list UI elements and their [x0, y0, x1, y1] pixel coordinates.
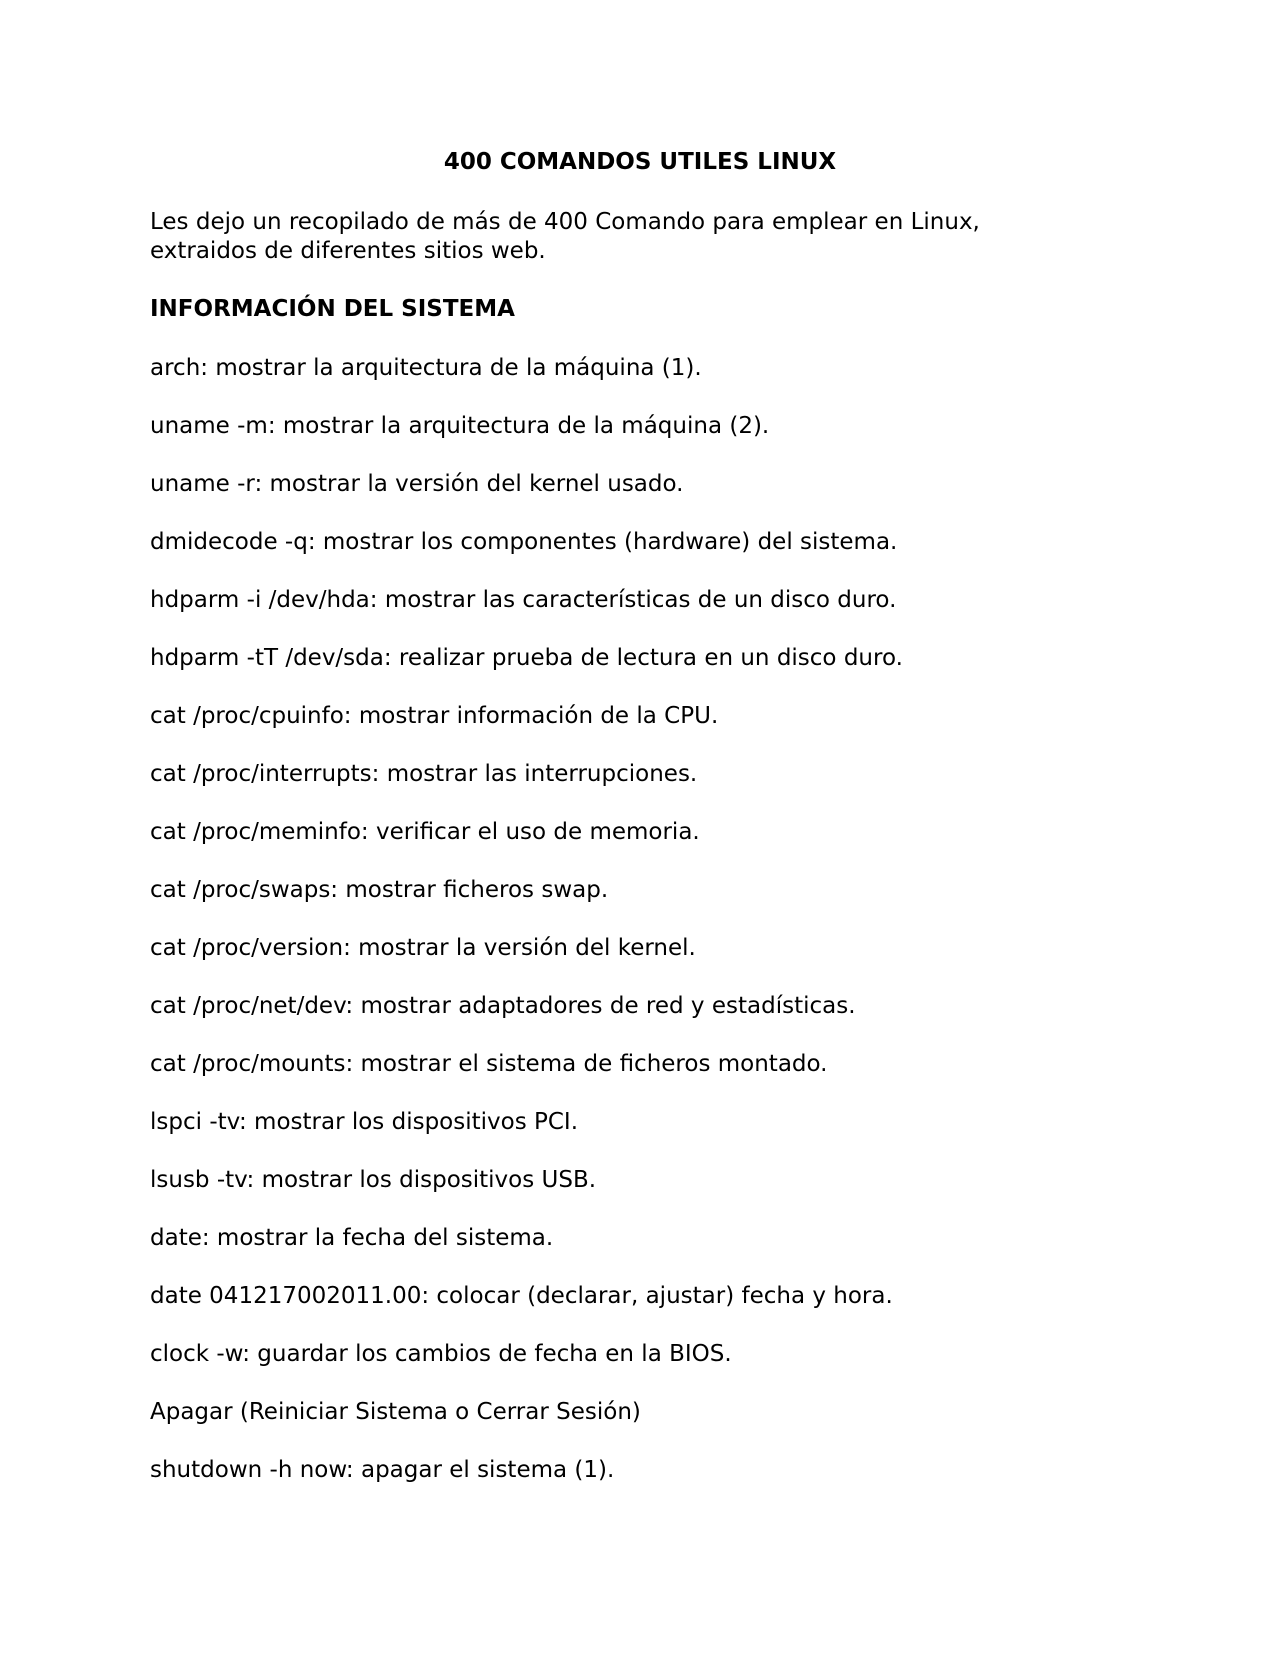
command-line: lspci -tv: mostrar los dispositivos PCI.: [150, 1109, 579, 1135]
command-line: arch: mostrar la arquitectura de la máquina (1).: [150, 355, 702, 381]
section-heading: INFORMACIÓN DEL SISTEMA: [150, 296, 515, 322]
command-line: shutdown -h now: apagar el sistema (1).: [150, 1457, 615, 1483]
command-line: lsusb -tv: mostrar los dispositivos USB.: [150, 1167, 597, 1193]
intro-line: extraidos de diferentes sitios web.: [150, 238, 546, 264]
command-line: uname -m: mostrar la arquitectura de la máquina (2).: [150, 413, 770, 439]
document-title: 400 COMANDOS UTILES LINUX: [443, 149, 837, 175]
command-line: cat /proc/swaps: mostrar ficheros swap.: [150, 877, 609, 903]
command-line: Apagar (Reiniciar Sistema o Cerrar Sesión): [150, 1399, 641, 1425]
command-line: dmidecode -q: mostrar los componentes (hardware) del sistema.: [150, 529, 898, 555]
command-line: hdparm -tT /dev/sda: realizar prueba de lectura en un disco duro.: [150, 645, 903, 671]
command-list: [150, 353, 903, 1513]
command-line: cat /proc/net/dev: mostrar adaptadores de red y estadísticas.: [150, 993, 856, 1019]
command-line: cat /proc/mounts: mostrar el sistema de ficheros montado.: [150, 1051, 828, 1077]
command-line: date: mostrar la fecha del sistema.: [150, 1225, 554, 1251]
command-line: uname -r: mostrar la versión del kernel usado.: [150, 471, 684, 497]
command-line: cat /proc/meminfo: verificar el uso de memoria.: [150, 819, 700, 845]
intro-line: Les dejo un recopilado de más de 400 Comando para emplear en Linux,: [150, 209, 980, 235]
intro-paragraph: [150, 208, 1150, 266]
command-line: hdparm -i /dev/hda: mostrar las características de un disco duro.: [150, 587, 897, 613]
command-line: clock -w: guardar los cambios de fecha en la BIOS.: [150, 1341, 732, 1367]
command-line: cat /proc/interrupts: mostrar las interrupciones.: [150, 761, 698, 787]
command-line: cat /proc/version: mostrar la versión del kernel.: [150, 935, 696, 961]
command-line: cat /proc/cpuinfo: mostrar información de la CPU.: [150, 703, 719, 729]
command-line: date 041217002011.00: colocar (declarar, ajustar) fecha y hora.: [150, 1283, 893, 1309]
